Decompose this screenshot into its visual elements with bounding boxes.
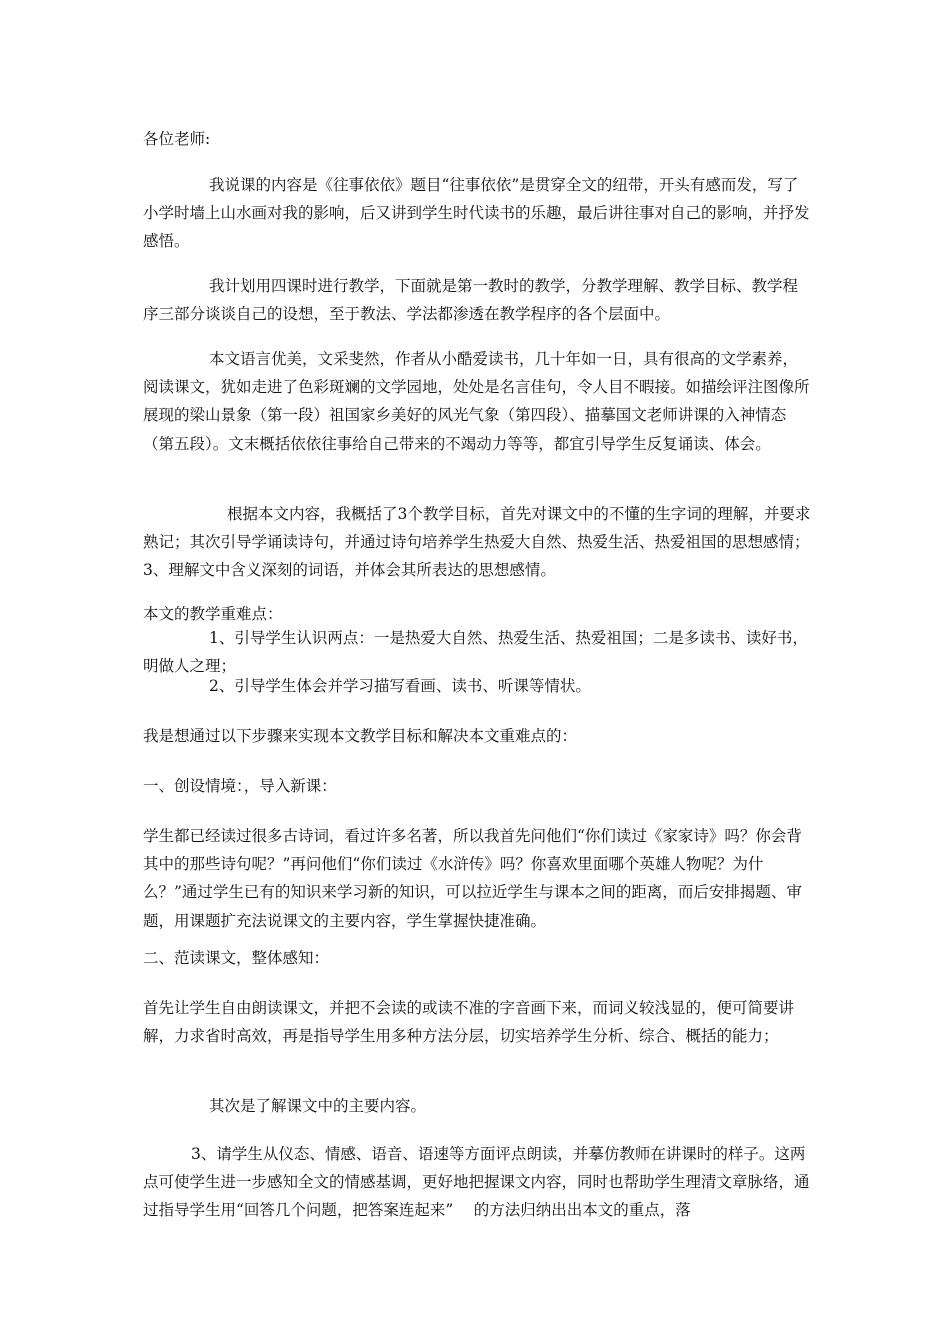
paragraph-intro: 我说课的内容是《往事依依》题目“往事依依”是贯穿全文的纽带，开头有感而发，写了小学时墙上山水画对我的影响，后又讲到学生时代读书的乐趣，最后讲往事对自己的影响，并抒发感悟。 (143, 176, 810, 251)
paragraph-main-content: 其次是了解课文中的主要内容。 (209, 1097, 427, 1115)
heading-step-1: 一、创设情境：，导入新课： (143, 777, 337, 795)
key-point-2: 2、引导学生体会并学习描写看画、读书、听课等情状。 (209, 677, 591, 695)
heading-key-points: 本文的教学重难点： (143, 605, 283, 623)
paragraph-steps-intro: 我是想通过以下步骤来实现本文教学目标和解决本文重难点的： (143, 727, 578, 745)
paragraph-step-2: 首先让学生自由朗读课文，并把不会读的或读不准的字音画下来，而词义较浅显的，便可简要讲解，力求省时高效，再是指导学生用多种方法分层，切实培养学生分析、综合、概括的能力； (143, 999, 795, 1046)
salutation: 各位老师: (143, 130, 211, 148)
paragraph-step-3: 3、请学生从仪态、情感、语音、语速等方面评点朗读，并摹仿教师在讲课时的样子。这两点可使学生进一步感知全文的情感基调，更好地把握课文内容，同时也帮助学生理清文章脉络，通过指导学生用“回答几个问题，把答案连起来” 的方法归纳出出本文的重点，落 (143, 1145, 810, 1220)
paragraph-step-1: 学生都已经读过很多古诗词，看过许多名著，所以我首先问他们“你们读过《家家诗》吗？你会背其中的那些诗句呢？”再问他们“你们读过《水浒传》吗？你喜欢里面哪个英雄人物呢？为什么？”通过学生已有的知识来学习新的知识，可以拉近学生与课本之间的距离，而后安排揭题、审题，用课题扩充法说课文的主要内容，学生掌握快捷准确。 (143, 827, 802, 930)
paragraph-goals: 根据本文内容，我概括了3个教学目标，首先对课文中的不懂的生字词的理解，并要求熟记；其次引导学诵读诗句，并通过诗句培养学生热爱大自然、热爱生活、热爱祖国的思想感情；3、理解文中含义深刻的词语，并体会其所表达的思想感情。 (143, 505, 811, 580)
key-point-1: 1、引导学生认识两点：一是热爱大自然、热爱生活、热爱祖国；二是多读书、读好书，明做人之理； (143, 629, 808, 676)
paragraph-plan: 我计划用四课时进行教学，下面就是第一教时的教学，分教学理解、教学目标、教学程序三部分谈谈自己的设想，至于教法、学法都渗透在教学程序的各个层面中。 (143, 277, 799, 324)
heading-step-2: 二、范读课文，整体感知： (143, 949, 330, 967)
paragraph-language: 本文语言优美，文采斐然，作者从小酷爱读书，几十年如一日，具有很高的文学素养，阅读课文，犹如走进了色彩斑斓的文学园地，处处是名言佳句，令人目不暇接。如描绘评注图像所展现的梁山景象（第一段）祖国家乡美好的风光气象（第四段）、描摹国文老师讲课的入神情态（第五段）。文末概括依依往事给自己带来的不竭动力等等，都宜引导学生反复诵读、体会。 (143, 350, 810, 453)
